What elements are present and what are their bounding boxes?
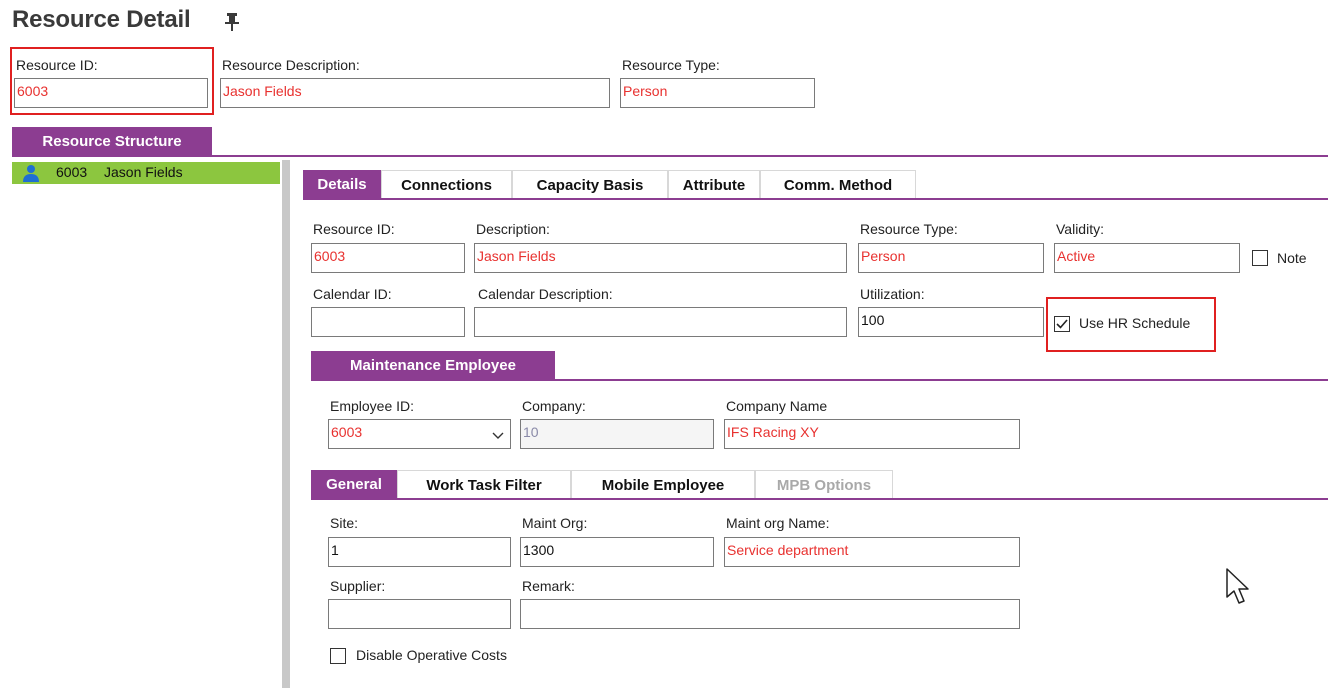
details-resource-type-label: Resource Type: [860, 221, 958, 237]
remark-field[interactable] [520, 599, 1020, 629]
use-hr-schedule-label: Use HR Schedule [1079, 315, 1191, 331]
supplier-field[interactable] [328, 599, 511, 629]
tab-work-task-filter[interactable]: Work Task Filter [397, 470, 571, 500]
site-field[interactable]: 1 [328, 537, 511, 567]
details-tab-divider [303, 198, 1328, 200]
tab-comm-method[interactable]: Comm. Method [760, 170, 916, 200]
maint-org-name-label: Maint org Name: [726, 515, 830, 531]
employee-id-label: Employee ID: [330, 398, 415, 414]
highlight-box-resource-id [10, 47, 214, 115]
maintenance-employee-divider [311, 379, 1328, 381]
disable-operative-costs-label: Disable Operative Costs [356, 647, 507, 663]
site-label: Site: [330, 515, 359, 531]
highlight-box-use-hr-schedule [1046, 297, 1216, 352]
details-validity-label: Validity: [1056, 221, 1104, 237]
header-resource-description-label: Resource Description: [222, 57, 360, 73]
header-resource-id-label: Resource ID: [16, 57, 98, 73]
company-name-label: Company Name [726, 398, 828, 414]
employee-id-dropdown[interactable] [328, 419, 511, 449]
header-resource-description-field[interactable]: Jason Fields [220, 78, 610, 108]
details-resource-type-field[interactable]: Person [858, 243, 1044, 273]
details-description-label: Description: [476, 221, 550, 237]
maint-org-name-field[interactable]: Service department [724, 537, 1020, 567]
tab-resource-structure[interactable]: Resource Structure [12, 127, 212, 157]
header-resource-id-field[interactable]: 6003 [14, 78, 208, 108]
person-icon [22, 164, 40, 182]
tab-maintenance-employee[interactable]: Maintenance Employee [311, 351, 555, 381]
details-calendar-description-field[interactable] [474, 307, 847, 337]
tab-general[interactable]: General [311, 470, 397, 500]
tab-mpb-options: MPB Options [755, 470, 893, 500]
tab-connections[interactable]: Connections [381, 170, 512, 200]
chevron-down-icon[interactable] [492, 428, 504, 438]
mouse-cursor-icon [1224, 567, 1254, 611]
details-utilization-label: Utilization: [860, 286, 925, 302]
structure-divider [12, 155, 1328, 157]
tree-item-6003[interactable] [12, 162, 280, 184]
tab-attribute[interactable]: Attribute [668, 170, 760, 200]
details-calendar-id-field[interactable] [311, 307, 465, 337]
details-resource-id-label: Resource ID: [313, 221, 395, 237]
tab-capacity-basis[interactable]: Capacity Basis [512, 170, 668, 200]
header-resource-type-field[interactable]: Person [620, 78, 815, 108]
details-calendar-description-label: Calendar Description: [478, 286, 613, 302]
company-label: Company: [522, 398, 586, 414]
disable-operative-costs-checkbox[interactable] [330, 648, 346, 664]
header-resource-type-label: Resource Type: [622, 57, 720, 73]
general-tab-divider [311, 498, 1328, 500]
tab-details[interactable]: Details [303, 170, 381, 200]
supplier-label: Supplier: [330, 578, 386, 594]
tree-item-name: Jason Fields [104, 164, 183, 180]
note-label: Note [1277, 250, 1307, 266]
tree-item-id: 6003 [56, 164, 88, 180]
maint-org-label: Maint Org: [522, 515, 588, 531]
tab-mobile-employee[interactable]: Mobile Employee [571, 470, 755, 500]
note-checkbox[interactable] [1252, 250, 1268, 266]
details-calendar-id-label: Calendar ID: [313, 286, 392, 302]
details-resource-id-field[interactable]: 6003 [311, 243, 465, 273]
pane-splitter[interactable] [282, 160, 290, 688]
employee-id-value: 6003 [331, 424, 363, 440]
details-utilization-field[interactable]: 100 [858, 307, 1044, 337]
maint-org-field[interactable]: 1300 [520, 537, 714, 567]
details-description-field[interactable]: Jason Fields [474, 243, 847, 273]
remark-label: Remark: [522, 578, 575, 594]
pin-icon[interactable] [224, 12, 240, 32]
page-title: Resource Detail [12, 6, 191, 33]
company-name-field[interactable]: IFS Racing XY [724, 419, 1020, 449]
company-field[interactable]: 10 [520, 419, 714, 449]
details-validity-field[interactable]: Active [1054, 243, 1240, 273]
